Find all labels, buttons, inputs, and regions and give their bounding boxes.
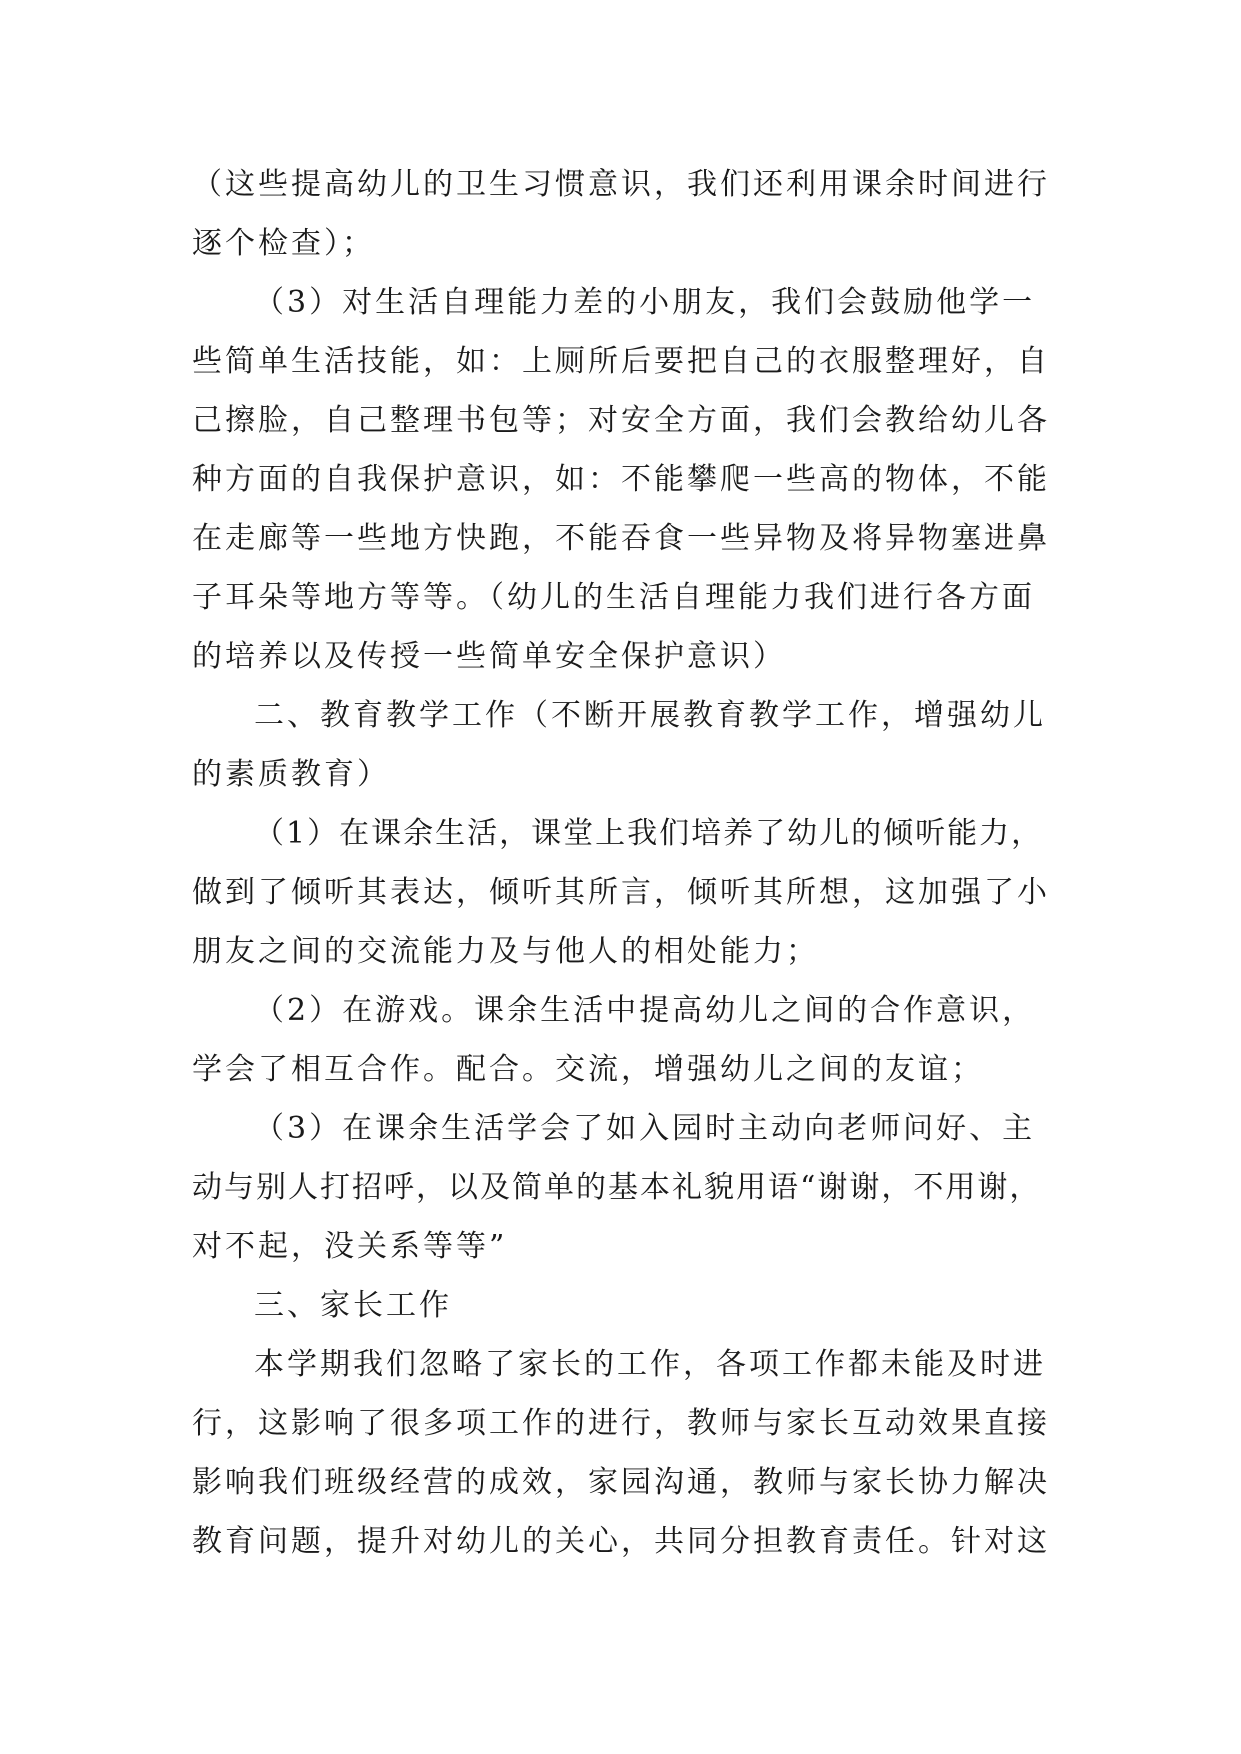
text-line: 的培养以及传授一些简单安全保护意识） — [192, 639, 786, 674]
text-line: 己擦脸，自己整理书包等；对安全方面，我们会教给幼儿各 — [192, 403, 1050, 438]
text-line: 行，这影响了很多项工作的进行，教师与家长互动效果直接 — [192, 1406, 1050, 1441]
text-line: 本学期我们忽略了家长的工作，各项工作都未能及时进 — [254, 1347, 1046, 1382]
text-line: 对不起，没关系等等” — [192, 1229, 508, 1264]
text-line: 些简单生活技能，如：上厕所后要把自己的衣服整理好，自 — [192, 344, 1050, 379]
text-line: 朋友之间的交流能力及与他人的相处能力； — [192, 934, 819, 969]
section-heading: 三、家长工作 — [254, 1288, 452, 1323]
text-line: 子耳朵等地方等等。（幼儿的生活自理能力我们进行各方面 — [192, 580, 1035, 615]
text-line: （3）在课余生活学会了如入园时主动向老师问好、主 — [254, 1111, 1036, 1146]
text-line: （2）在游戏。课余生活中提高幼儿之间的合作意识， — [254, 993, 1036, 1028]
text-line: 影响我们班级经营的成效，家园沟通，教师与家长协力解决 — [192, 1465, 1050, 1500]
text-line: 逐个检查）； — [192, 226, 375, 261]
text-line: （3）对生活自理能力差的小朋友，我们会鼓励他学一 — [254, 285, 1036, 320]
text-line: 种方面的自我保护意识，如：不能攀爬一些高的物体，不能 — [192, 462, 1050, 497]
text-line: （这些提高幼儿的卫生习惯意识，我们还利用课余时间进行 — [192, 167, 1050, 202]
text-line: 做到了倾听其表达，倾听其所言，倾听其所想，这加强了小 — [192, 875, 1050, 910]
text-line: 的素质教育） — [192, 757, 390, 792]
text-line: 教育问题，提升对幼儿的关心，共同分担教育责任。针对这 — [192, 1524, 1050, 1559]
text-line: （1）在课余生活，课堂上我们培养了幼儿的倾听能力， — [254, 816, 1044, 851]
text-line: 学会了相互合作。配合。交流，增强幼儿之间的友谊； — [192, 1052, 984, 1087]
text-line: 动与别人打招呼，以及简单的基本礼貌用语“谢谢，不用谢， — [192, 1170, 1042, 1205]
text-line: 在走廊等一些地方快跑，不能吞食一些异物及将异物塞进鼻 — [192, 521, 1050, 556]
document-body — [192, 155, 1052, 1571]
section-heading: 二、教育教学工作（不断开展教育教学工作，增强幼儿 — [254, 698, 1046, 733]
